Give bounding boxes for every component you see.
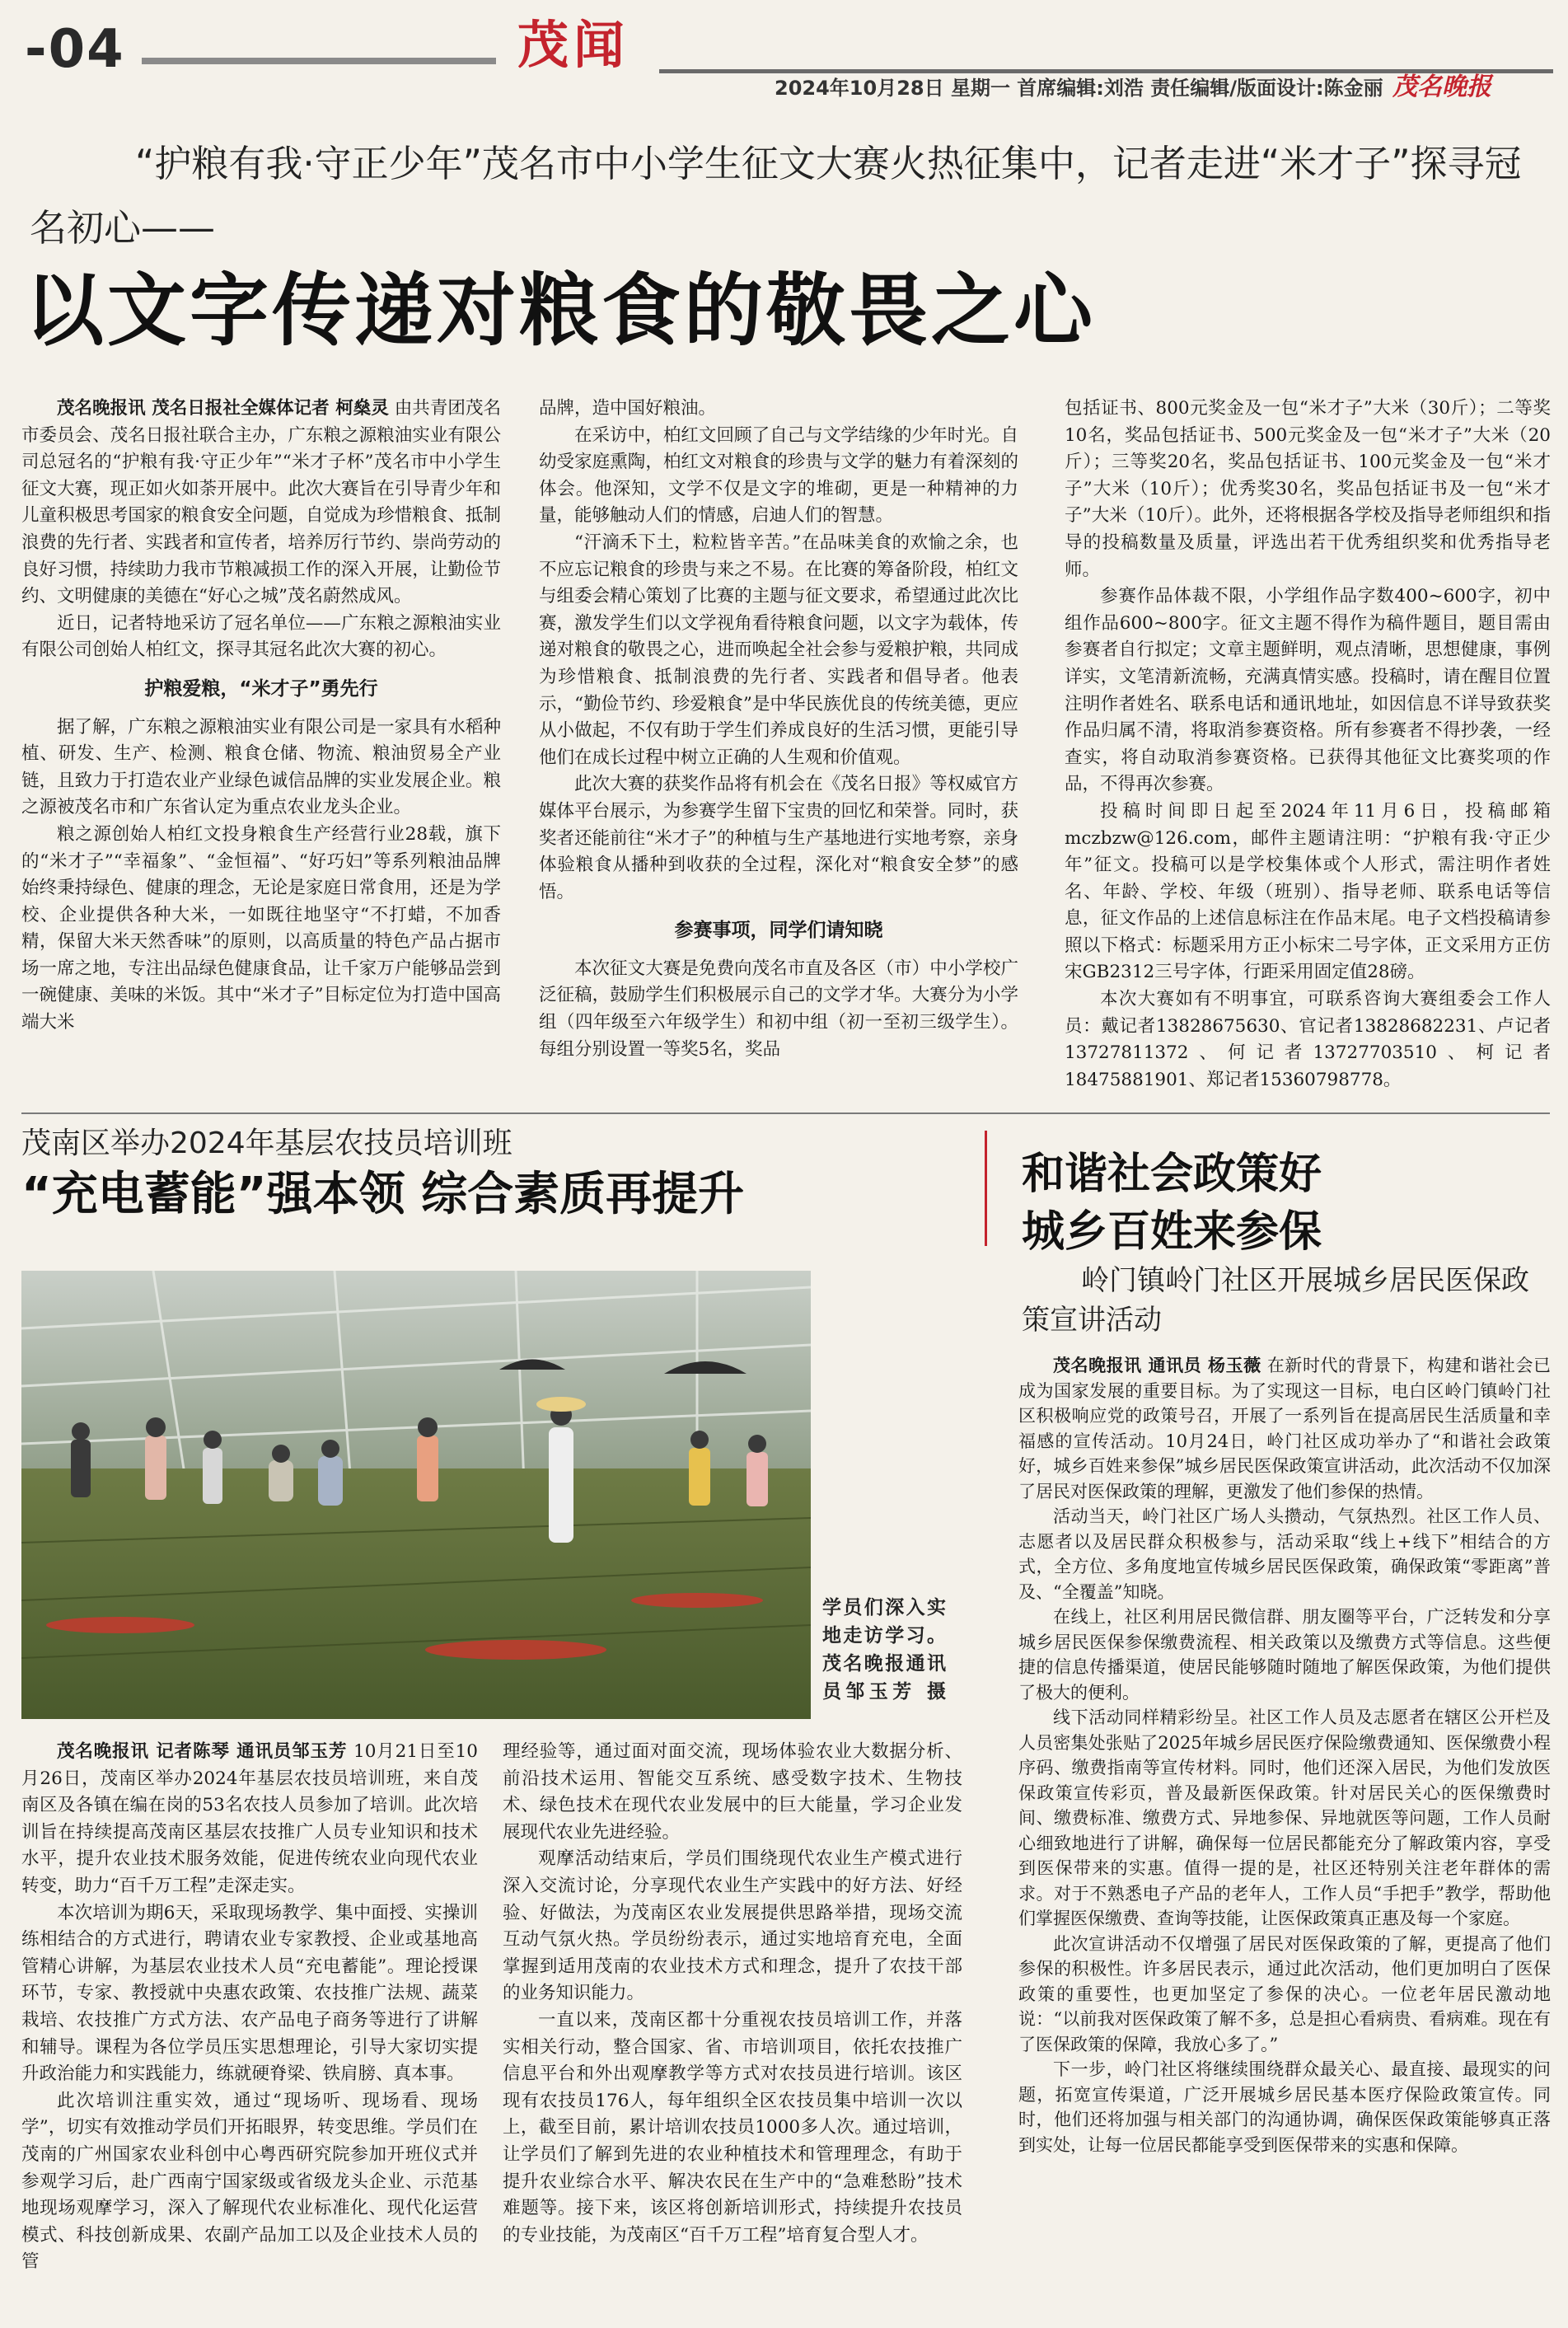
story3-column [1018, 1353, 1551, 2157]
paragraph: 本次征文大赛是免费向茂名市直及各区（市）中小学校广泛征稿，鼓励学生们积极展示自己的文学才华。大赛分为小学组（四年级至六年级学生）和初中组（初一至初三级学生）。每组分别设置一等奖5名，奖品 [539, 958, 1018, 1060]
greenhouse-illustration [21, 1271, 811, 1719]
paragraph: 10月21日至10月26日，茂南区举办2024年基层农技员培训班，来自茂南区及各镇在编在岗的53名农技人员参加了培训。此次培训旨在持续提高茂南区基层农技推广人员专业知识和技术水平，提升农业技术服务效能，促进传统农业向现代农业转变，助力“百千万工程”走深走实。 [21, 1741, 478, 1896]
lead-byline: 茂名晚报讯 茂名日报社全媒体记者 柯燊灵 [57, 398, 389, 419]
story2-byline: 茂名晚报讯 记者陈琴 通讯员邹玉芳 [57, 1741, 348, 1762]
section-divider [21, 1112, 1550, 1114]
paragraph: 本次大赛如有不明事宜，可联系咨询大赛组委会工作人员：戴记者13828675630、官记者13828682231、卢记者13727811372、何记者13727703510、柯记者18475881901、郑记者15360798778。 [1065, 989, 1551, 1090]
paragraph: 此次宣讲活动不仅增强了居民对医保政策的了解，更提高了他们参保的积极性。许多居民表示，通过此次活动，他们更加明白了医保政策的重要性，也更加坚定了参保的决心。一位老年居民激动地说：“以前我对医保政策了解不多，总是担心看病贵、看病难。现在有了医保政策的保障，我放心多了。” [1018, 1933, 1551, 2054]
paragraph: 近日，记者特地采访了冠名单位——广东粮之源粮油实业有限公司创始人柏红文，探寻其冠名此次大赛的初心。 [21, 612, 501, 661]
story-divider [985, 1131, 987, 1246]
photo-caption: 学员们深入实地走访学习。茂名晚报通讯员邹玉芳 摄 [822, 1597, 946, 1703]
paragraph: 此次大赛的获奖作品将有机会在《茂名日报》等权威官方媒体平台展示，为参赛学生留下宝贵的回忆和荣誉。同时，获奖者还能前往“米才子”的种植与生产基地进行实地考察，亲身体验粮食从播种到收获的全过程，深化对“粮食安全梦”的感悟。 [539, 774, 1018, 902]
paragraph: 本次培训为期6天，采取现场教学、集中面授、实操训练相结合的方式进行，聘请农业专家教授、企业或基地高管精心讲解，为基层农业技术人员“充电蓄能”。理论授课环节，专家、教授就中央惠农政策、农技推广法规、蔬菜栽培、农技推广方式方法、农产品电子商务等进行了讲解和辅导。课程为各位学员压实思想理论，引导大家切实提升政治能力和实践能力，练就硬脊梁、铁肩膀、真本事。 [21, 1902, 478, 2085]
story3-headline-line2: 城乡百姓来参保 [1022, 1207, 1322, 1257]
paragraph: 此次培训注重实效，通过“现场听、现场看、现场学”，切实有效推动学员们开拓眼界，转变思维。学员们在茂南的广州国家农业科创中心粤西研究院参加开班仪式并参观学习后，赴广西南宁国家级或省级龙头企业、示范基地现场观摩学习，深入了解现代农业标准化、现代化运营模式、科技创新成果、农副产品加工以及企业技术人员的管 [21, 2090, 478, 2273]
dateline: 2024年10月28日 星期一 首席编辑:刘浩 责任编辑/版面设计:陈金丽 [775, 77, 1383, 100]
paragraph: 理经验等，通过面对面交流，现场体验农业大数据分析、前沿技术运用、智能交互系统、感受数字技术、生物技术、绿色技术在现代农业发展中的巨大能量，学习企业发展现代农业先进经验。 [503, 1741, 962, 1843]
paragraph: 由共青团茂名市委员会、茂名日报社联合主办，广东粮之源粮油实业有限公司总冠名的“护粮有我·守正少年”“米才子杯”茂名市中小学生征文大赛，现正如火如荼开展中。此次大赛旨在引导青少年和儿童积极思考国家的粮食安全问题，自觉成为珍惜粮食、抵制浪费的先行者、实践者和宣传者，培养厉行节约、崇尚劳动的良好习惯，持续助力我市节粮减损工作的深入开展，让勤俭节约、文明健康的美德在“好心之城”茂名蔚然成风。 [21, 398, 501, 607]
paragraph: 投稿时间即日起至2024年11月6日，投稿邮箱mczbzw@126.com，邮件主题请注明：“护粮有我·守正少年”征文。投稿可以是学校集体或个人形式，需注明作者姓名、年龄、学校、年级（班别）、指导老师、联系电话等信息，征文作品的上述信息标注在作品末尾。电子文档投稿请参照以下格式：标题采用方正小标宋二号字体，正文采用方正仿宋GB2312三号字体，行距采用固定值28磅。 [1065, 800, 1551, 983]
lead-column-2 [539, 396, 1018, 1063]
section-title: 茂闻 [517, 15, 630, 75]
paragraph: 下一步，岭门社区将继续围绕群众最关心、最直接、最现实的问题，拓宽宣传渠道，广泛开展城乡居民基本医疗保险政策宣传。同时，他们还将加强与相关部门的沟通协调，确保医保政策能够真正落到实处，让每一位居民都能享受到医保带来的实惠和保障。 [1018, 2059, 1551, 2155]
paragraph: 在采访中，柏红文回顾了自己与文学结缘的少年时光。自幼受家庭熏陶，柏红文对粮食的珍贵与文学的魅力有着深刻的体会。他深知，文学不仅是文字的堆砌，更是一种精神的力量，能够触动人们的情感，启迪人们的智慧。 [539, 424, 1018, 527]
lead-headline: 以文字传递对粮食的敬畏之心 [25, 265, 1096, 357]
story2-kicker: 茂南区举办2024年基层农技员培训班 [21, 1127, 513, 1160]
lead-column-1 [21, 396, 501, 1037]
page-number: -04 [25, 19, 125, 80]
paragraph: 活动当天，岭门社区广场人头攒动，气氛热烈。社区工作人员、志愿者以及居民群众积极参与，活动采取“线上+线下”相结合的方式，全方位、多角度地宣传城乡居民医保政策，确保政策“零距离”普及、“全覆盖”知晓。 [1018, 1506, 1551, 1602]
page-number-rule [142, 58, 496, 64]
paragraph: 据了解，广东粮之源粮油实业有限公司是一家具有水稻种植、研发、生产、检测、粮食仓储、物流、粮油贸易全产业链，且致力于打造农业产业绿色诚信品牌的实业发展企业。粮之源被茂名市和广东省认定为重点农业龙头企业。 [21, 716, 501, 818]
story2-headline: “充电蓄能”强本领 综合素质再提升 [21, 1168, 745, 1221]
paragraph: 参赛作品体裁不限，小学组作品字数400~600字，初中组作品600~800字。征文主题不得作为稿件题目，题目需由参赛者自行拟定；文章主题鲜明，观点清晰，思想健康，事例详实，文笔清新流畅，充满真情实感。投稿时，请在醒目位置注明作者姓名、联系电话和通讯地址，如因信息不详导致获奖作品归属不清，将取消参赛资格。所有参赛者不得抄袭，一经查实，将自动取消参赛资格。已获得其他征文比赛奖项的作品，不得再次参赛。 [1065, 586, 1551, 795]
training-photo [21, 1271, 811, 1719]
lead-kicker: “护粮有我·守正少年”茂名市中小学生征文大赛火热征集中，记者走进“米才子”探寻冠名初心—— [30, 142, 1522, 250]
subheading: 护粮爱粮，“米才子”勇先行 [144, 677, 378, 700]
paragraph: “汗滴禾下土，粒粒皆辛苦。”在品味美食的欢愉之余，也不应忘记粮食的珍贵与来之不易。在比赛的筹备阶段，柏红文与组委会精心策划了比赛的主题与征文要求，希望通过此次比赛，激发学生们以文学视角看待粮食问题，以文字为载体，传递对粮食的敬畏之心，进而唤起全社会参与爱粮护粮，共同成为珍惜粮食、抵制浪费的先行者、实践者和倡导者。他表示，“勤俭节约、珍爱粮食”是中华民族优良的传统美德，更应从小做起，不仅有助于学生们养成良好的生活习惯，更能引导他们在成长过程中树立正确的人生观和价值观。 [539, 532, 1018, 768]
story3-subtitle: 岭门镇岭门社区开展城乡居民医保政策宣讲活动 [1022, 1264, 1529, 1337]
story2-column-1 [21, 1739, 478, 2276]
paragraph: 粮之源创始人柏红文投身粮食生产经营行业28载，旗下的“米才子”“幸福象”、“金恒福”、“好巧妇”等系列粮油品牌始终秉持绿色、健康的理念，无论是家庭日常食用，还是为学校、企业提供各种大米，一如既往地坚守“不打蜡，不加香精，保留大米天然香味”的原则，以高质量的特色产品占据市场一席之地，专注出品绿色健康食品，让千家万户能够品尝到一碗健康、美味的米饭。其中“米才子”目标定位为打造中国高端大米 [21, 823, 501, 1033]
paragraph: 观摩活动结束后，学员们围绕现代农业生产模式进行深入交流讨论，分享现代农业生产实践中的好方法、好经验、好做法，为茂南区农业发展提供思路举措，现场交流互动气氛火热。学员纷纷表示，通过实地培育充电，全面掌握到适用茂南的农业技术方式和理念，提升了农技干部的业务知识能力。 [503, 1848, 962, 2004]
paragraph: 线下活动同样精彩纷呈。社区工作人员及志愿者在辖区公开栏及人员密集处张贴了2025年城乡居民医疗保险缴费通知、医保缴费小程序码、缴费指南等宣传材料。同时，他们还深入居民，为他们发放医保政策宣传彩页，普及最新医保政策。针对居民关心的医保缴费时间、缴费标准、缴费方式、异地参保、异地就医等问题，工作人员耐心细致地进行了讲解，确保每一位居民都能充分了解政策内容，享受到医保带来的实惠。值得一提的是，社区还特别关注老年群体的需求。对于不熟悉电子产品的老年人，工作人员“手把手”教学，帮助他们掌握医保缴费、查询等技能，让医保政策真正惠及每一个家庭。 [1018, 1707, 1551, 1928]
paragraph: 在新时代的背景下，构建和谐社会已成为国家发展的重要目标。为了实现这一目标，电白区岭门镇岭门社区积极响应党的政策号召，开展了一系列旨在提高居民生活质量和幸福感的宣传活动。10月24日，岭门社区成功举办了“和谐社会政策好，城乡百姓来参保”城乡居民医保政策宣讲活动，此次活动不仅加深了居民对医保政策的理解，更激发了他们参保的热情。 [1018, 1356, 1551, 1501]
paragraph: 一直以来，茂南区都十分重视农技员培训工作，并落实相关行动，整合国家、省、市培训项目，依托农技推广信息平台和外出观摩教学等方式对农技员进行培训。该区现有农技员176人，每年组织全区农技员集中培训一次以上，截至目前，累计培训农技员1000多人次。通过培训，让学员们了解到先进的农业种植技术和管理理念，有助于提升农业综合水平、解决农民在生产中的“急难愁盼”技术难题等。接下来，该区将创新培训形式，持续提升农技员的专业技能，为茂南区“百千万工程”培育复合型人才。 [503, 2009, 962, 2246]
story3-byline: 茂名晚报讯 通讯员 杨玉薇 [1053, 1356, 1261, 1375]
story3-headline [1022, 1145, 1322, 1261]
paragraph: 品牌，造中国好粮油。 [539, 398, 717, 419]
paragraph: 包括证书、800元奖金及一包“米才子”大米（30斤）；二等奖10名，奖品包括证书、500元奖金及一包“米才子”大米（20斤）；三等奖20名，奖品包括证书、100元奖金及一包“米才子”大米（10斤）；优秀奖30名，奖品包括证书及一包“米才子”大米（10斤）。此外，还将根据各学校及指导老师组织和指导的投稿数量及质量，评选出若干优秀组织奖和优秀指导老师。 [1065, 398, 1551, 580]
story2-column-2 [503, 1739, 962, 2249]
lead-column-3 [1065, 396, 1551, 1094]
story3-headline-line1: 和谐社会政策好 [1022, 1150, 1322, 1199]
subheading: 参赛事项，同学们请知晓 [674, 920, 883, 942]
paragraph: 在线上，社区利用居民微信群、朋友圈等平台，广泛转发和分享城乡居民医保参保缴费流程、相关政策以及缴费方式等信息。这些便捷的信息传播渠道，使居民能够随时随地了解医保政策，为他们提供了极大的便利。 [1018, 1607, 1551, 1703]
newspaper-logo: 茂名晚报 [1392, 73, 1491, 101]
